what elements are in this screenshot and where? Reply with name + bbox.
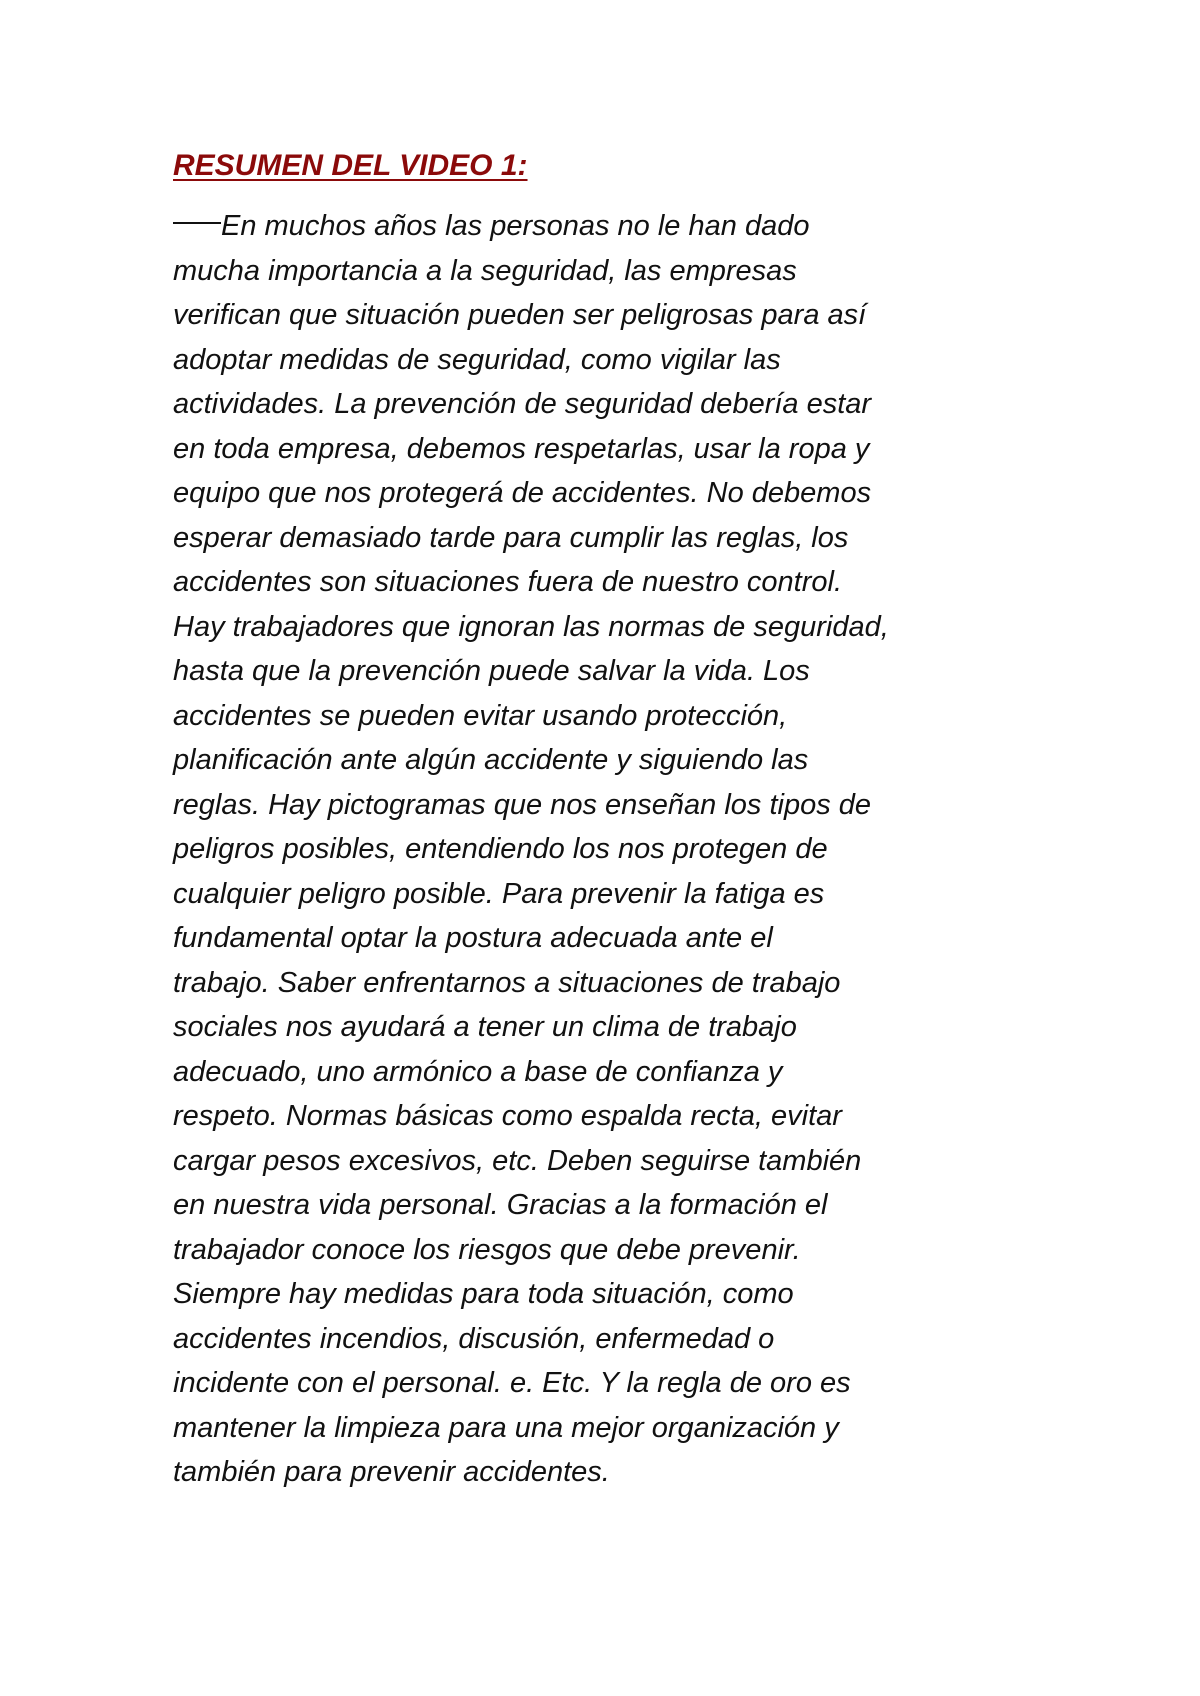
paragraph-line: incidente con el personal. e. Etc. Y la regla de oro es (173, 1367, 851, 1399)
paragraph-line: actividades. La prevención de seguridad debería estar (173, 388, 872, 420)
paragraph-line: adecuado, uno armónico a base de confianza y (173, 1055, 783, 1088)
paragraph-line: adoptar medidas de seguridad, como vigilar las (173, 343, 781, 376)
paragraph-line (173, 204, 1073, 249)
paragraph-line: respeto. Normas básicas como espalda recta, evitar (173, 1100, 842, 1132)
summary-paragraph (173, 204, 1073, 1495)
paragraph-line: verifican que situación pueden ser peligrosas para así (173, 299, 867, 331)
paragraph-line: reglas. Hay pictogramas que nos enseñan los tipos de (173, 788, 872, 821)
document-heading: RESUMEN DEL VIDEO 1: (173, 149, 528, 182)
paragraph-line: accidentes se pueden evitar usando protección, (173, 699, 788, 732)
paragraph-line: mucha importancia a la seguridad, las empresas (173, 254, 797, 287)
paragraph-line: trabajador conoce los riesgos que debe prevenir. (173, 1233, 801, 1266)
paragraph-line: hasta que la prevención puede salvar la vida. Los (173, 655, 810, 687)
paragraph-line: accidentes son situaciones fuera de nuestro control. (173, 566, 843, 598)
paragraph-line: planificación ante algún accidente y siguiendo las (173, 744, 809, 776)
paragraph-line: Hay trabajadores que ignoran las normas de seguridad, (173, 610, 889, 643)
paragraph-line: cualquier peligro posible. Para prevenir la fatiga es (173, 877, 825, 910)
paragraph-line: en nuestra vida personal. Gracias a la formación el (173, 1189, 828, 1221)
paragraph-line: sociales nos ayudará a tener un clima de trabajo (173, 1011, 797, 1043)
paragraph-line: cargar pesos excesivos, etc. Deben seguirse también (173, 1144, 862, 1177)
paragraph-line: esperar demasiado tarde para cumplir las reglas, los (173, 521, 849, 554)
paragraph-line: mantener la limpieza para una mejor organización y (173, 1411, 839, 1444)
paragraph-line: peligros posibles, entendiendo los nos protegen de (173, 833, 828, 865)
em-dash-mark (173, 222, 221, 224)
paragraph-line: Siempre hay medidas para toda situación, como (173, 1278, 794, 1310)
paragraph-line: fundamental optar la postura adecuada ante el (173, 922, 773, 954)
paragraph-line: en toda empresa, debemos respetarlas, usar la ropa y (173, 432, 870, 465)
paragraph-line: trabajo. Saber enfrentarnos a situaciones de trabajo (173, 966, 841, 999)
line-text: En muchos años las personas no le han dado (221, 210, 810, 242)
paragraph-line: también para prevenir accidentes. (173, 1456, 610, 1488)
paragraph-line: equipo que nos protegerá de accidentes. No debemos (173, 477, 872, 509)
paragraph-line: accidentes incendios, discusión, enfermedad o (173, 1322, 775, 1355)
